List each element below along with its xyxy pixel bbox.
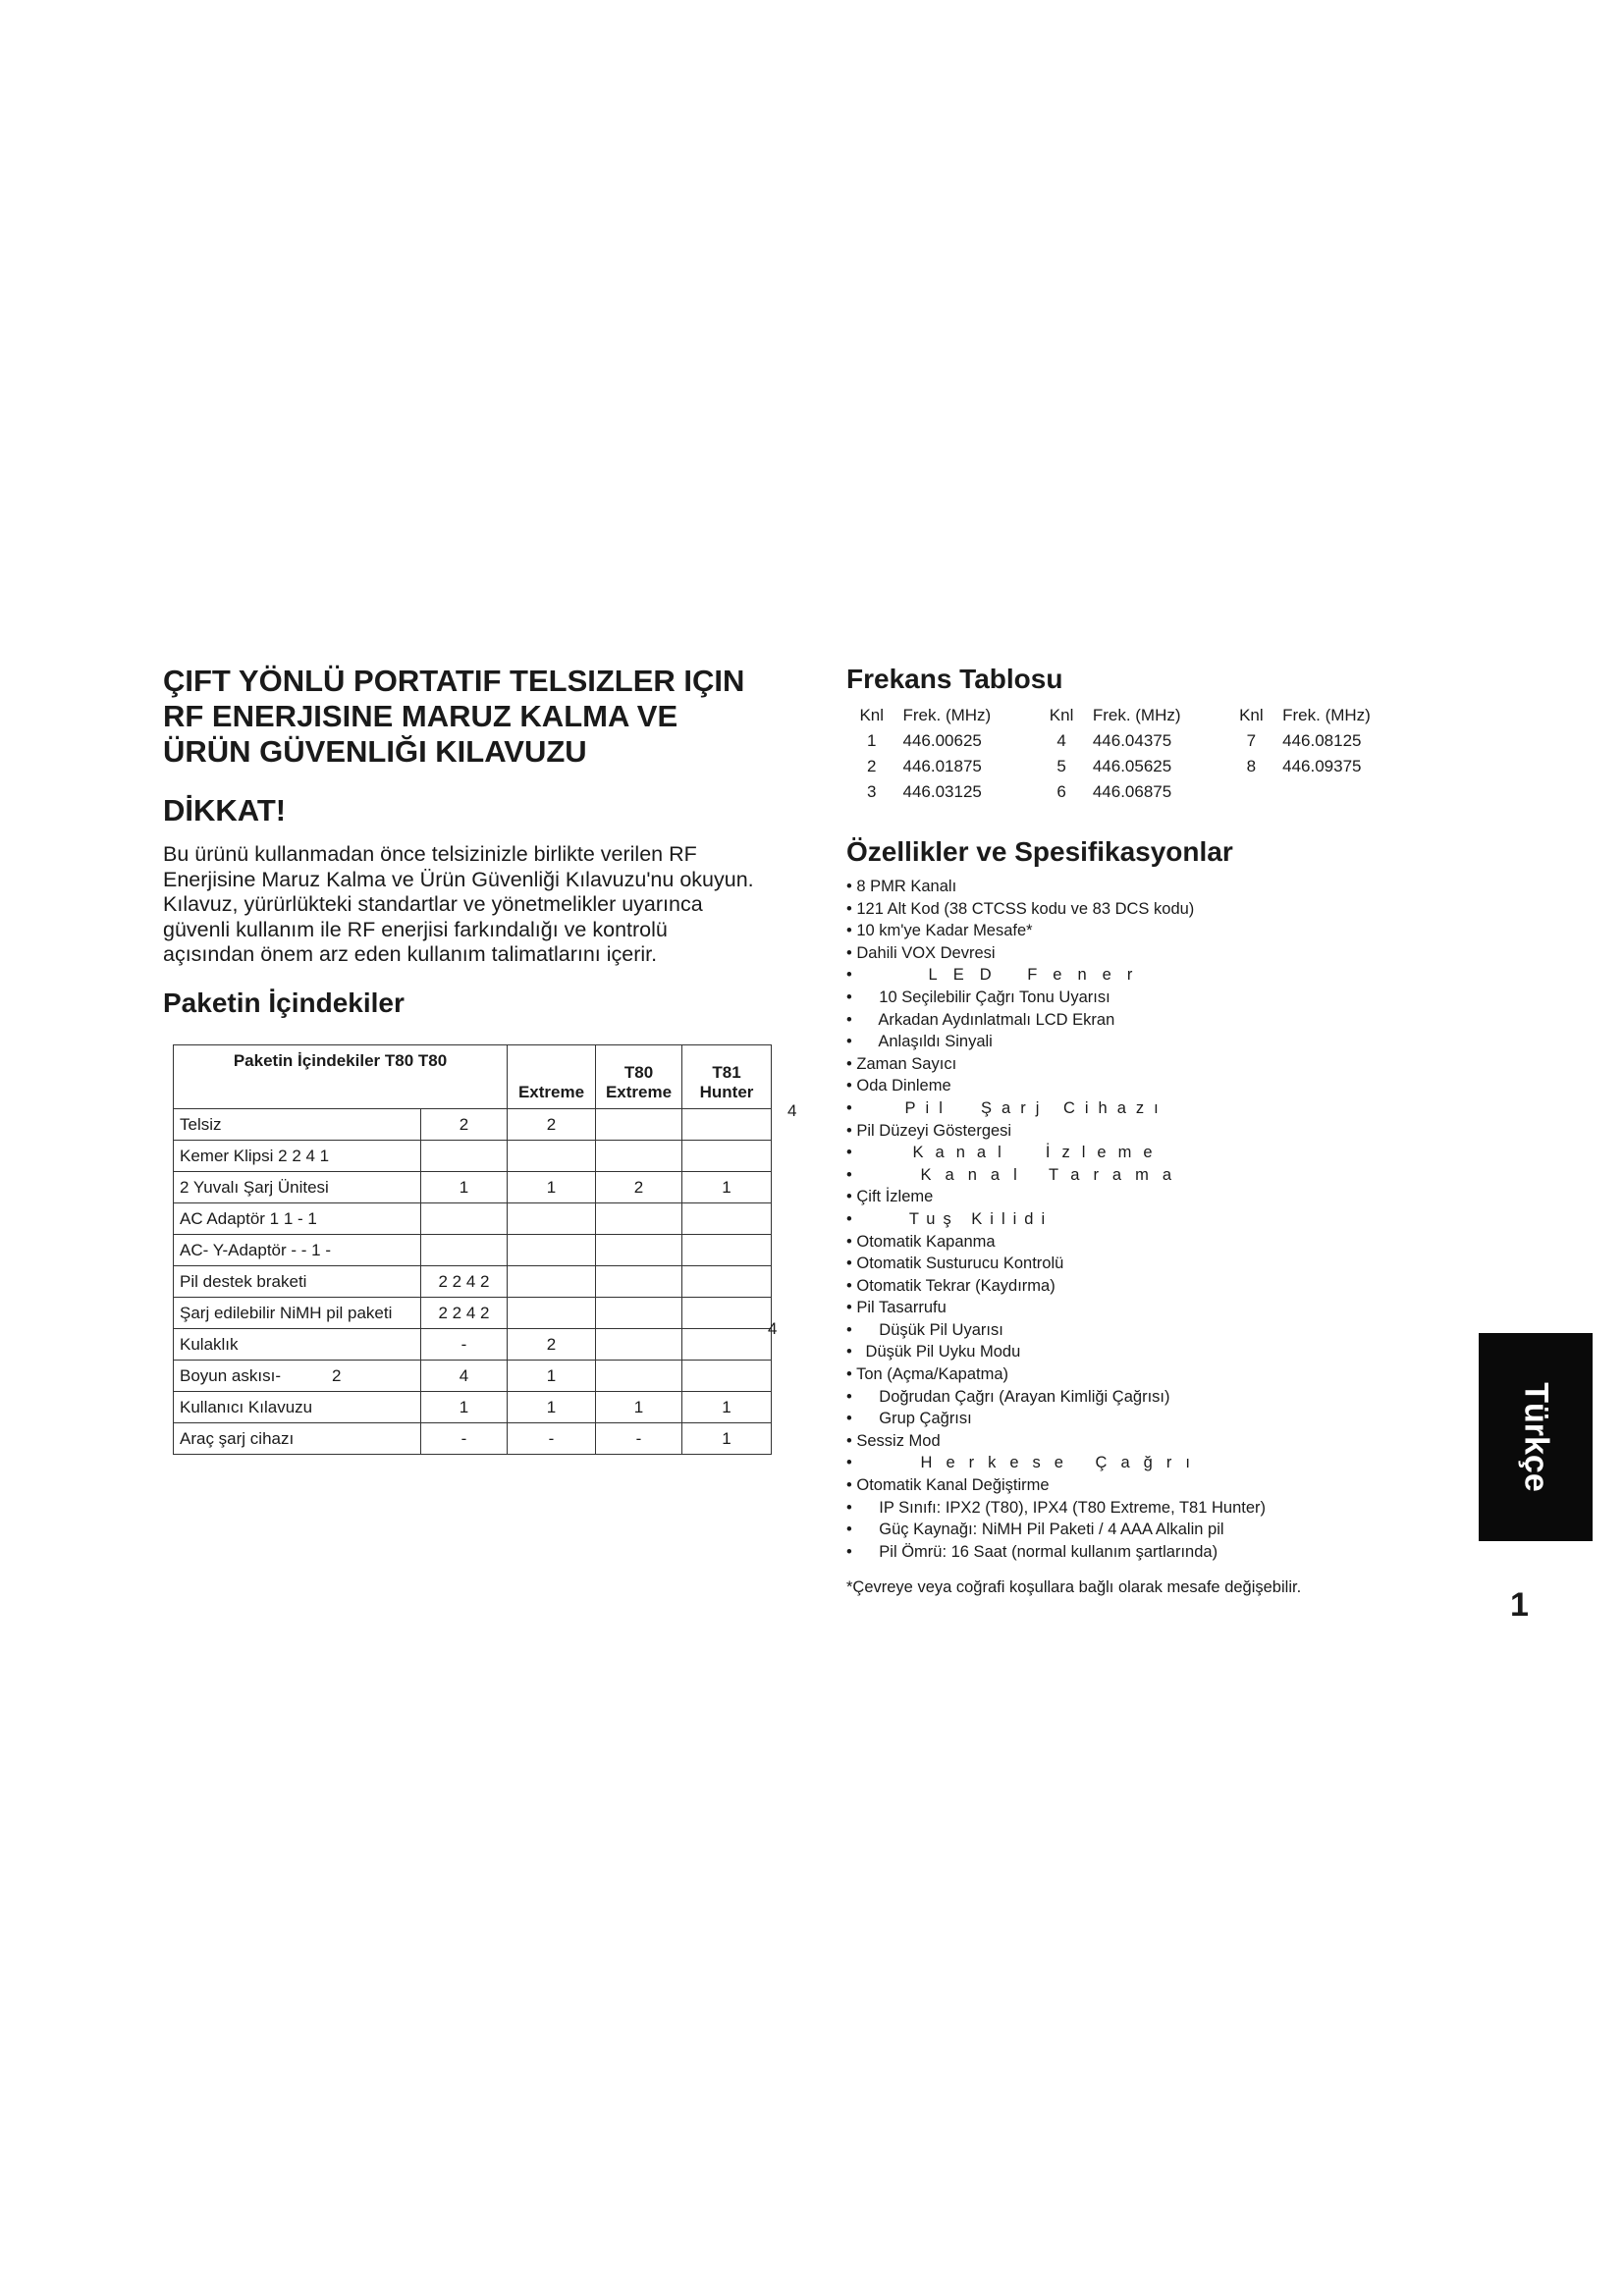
freq-header: Frek. (MHz)	[1092, 706, 1181, 724]
channel-cell: 5	[1056, 757, 1066, 775]
list-item: • Dahili VOX Devresi	[846, 943, 996, 962]
stray-mark: 4	[787, 1101, 797, 1120]
qty-cell	[682, 1266, 772, 1298]
stray-mark: 4	[768, 1319, 778, 1338]
qty-cell: -	[596, 1423, 682, 1455]
header-cell	[682, 1045, 772, 1109]
list-item: • Kanal Tarama	[846, 1165, 1186, 1184]
list-item: • Arkadan Aydınlatmalı LCD Ekran	[846, 1010, 1115, 1029]
channel-header: Knl	[859, 706, 885, 724]
warning-text	[163, 842, 791, 968]
list-item: • Otomatik Tekrar (Kaydırma)	[846, 1276, 1056, 1295]
list-item: • Herkese Çağrı	[846, 1454, 1204, 1472]
specs-list	[846, 876, 1396, 1563]
list-item: • Güç Kaynağı: NiMH Pil Paketi / 4 AAA Alkalin pil	[846, 1521, 1224, 1539]
list-item: • Pil Tasarrufu	[846, 1299, 947, 1317]
qty-cell: 1	[421, 1392, 508, 1423]
package-section-title: Paketin İçindekiler	[163, 988, 405, 1018]
table-row	[174, 1203, 772, 1235]
qty-cell	[508, 1203, 596, 1235]
page-title	[163, 664, 811, 770]
qty-cell: -	[421, 1329, 508, 1361]
qty-cell	[421, 1141, 508, 1172]
table-row	[852, 728, 1422, 754]
list-item: • Oda Dinleme	[846, 1077, 951, 1095]
list-item: • 10 Seçilebilir Çağrı Tonu Uyarısı	[846, 988, 1110, 1006]
item-name: Şarj edilebilir NiMH pil paketi	[174, 1298, 421, 1329]
table-row	[174, 1361, 772, 1392]
list-item: • 8 PMR Kanalı	[846, 878, 957, 895]
freq-cell: 446.04375	[1092, 731, 1172, 750]
warning-title: DİKKAT!	[163, 793, 287, 828]
qty-cell: 1	[508, 1172, 596, 1203]
list-item: • Zaman Sayıcı	[846, 1054, 957, 1073]
channel-cell: 4	[1056, 731, 1066, 750]
channel-cell: 7	[1246, 731, 1257, 750]
list-item: • Grup Çağrısı	[846, 1410, 972, 1428]
header-cell	[596, 1045, 682, 1109]
freq-cell: 446.01875	[902, 757, 982, 775]
title-line: ÜRÜN GÜVENLIĞI KILAVUZU	[163, 734, 587, 769]
qty-cell	[596, 1266, 682, 1298]
list-item: • Düşük Pil Uyarısı	[846, 1320, 1003, 1339]
qty-cell: 1	[508, 1392, 596, 1423]
specs-section-title: Özellikler ve Spesifikasyonlar	[846, 836, 1233, 867]
item-name: Kemer Klipsi 2 2 4 1	[174, 1141, 421, 1172]
list-item: • Çift İzleme	[846, 1188, 934, 1206]
frequency-section-title: Frekans Tablosu	[846, 664, 1063, 694]
freq-cell: 446.00625	[902, 731, 982, 750]
item-name: Kulaklık	[174, 1329, 421, 1361]
freq-cell	[1271, 779, 1422, 805]
item-name: Kullanıcı Kılavuzu	[174, 1392, 421, 1423]
qty-cell: 2 2 4 2	[421, 1266, 508, 1298]
item-name: Pil destek braketi	[174, 1266, 421, 1298]
frequency-table	[852, 703, 1422, 805]
qty-cell	[596, 1235, 682, 1266]
channel-cell: 6	[1056, 782, 1066, 801]
qty-cell	[508, 1141, 596, 1172]
qty-cell	[682, 1329, 772, 1361]
list-item: • Sessiz Mod	[846, 1431, 941, 1450]
header-line: Hunter	[699, 1083, 754, 1101]
table-row	[174, 1392, 772, 1423]
qty-cell: 1	[682, 1423, 772, 1455]
freq-header: Frek. (MHz)	[1282, 706, 1371, 724]
footnote: *Çevreye veya coğrafi koşullara bağlı olarak mesafe değişebilir.	[846, 1578, 1302, 1596]
freq-cell: 446.05625	[1092, 757, 1172, 775]
list-item: • Doğrudan Çağrı (Arayan Kimliği Çağrısı)	[846, 1387, 1170, 1406]
table-row	[174, 1141, 772, 1172]
table-row	[852, 754, 1422, 779]
table-row	[174, 1266, 772, 1298]
header-cell: Extreme	[508, 1045, 596, 1109]
list-item: • Kanal İzleme	[846, 1144, 1164, 1162]
channel-cell: 1	[867, 731, 877, 750]
qty-cell	[508, 1266, 596, 1298]
qty-cell: 1	[508, 1361, 596, 1392]
table-row	[852, 779, 1422, 805]
item-name: AC- Y-Adaptör - - 1 -	[174, 1235, 421, 1266]
list-item: • 121 Alt Kod (38 CTCSS kodu ve 83 DCS kodu)	[846, 899, 1195, 918]
qty-cell: -	[421, 1423, 508, 1455]
qty-cell	[596, 1298, 682, 1329]
item-name: AC Adaptör 1 1 - 1	[174, 1203, 421, 1235]
channel-header: Knl	[1049, 706, 1074, 724]
qty-cell	[596, 1361, 682, 1392]
qty-cell: 2	[508, 1109, 596, 1141]
freq-cell: 446.09375	[1282, 757, 1362, 775]
qty-cell: 1	[596, 1392, 682, 1423]
qty-cell	[508, 1235, 596, 1266]
qty-cell	[508, 1298, 596, 1329]
channel-cell	[1232, 779, 1272, 805]
language-tab	[1479, 1333, 1593, 1541]
header-line: T80	[623, 1063, 654, 1082]
freq-cell: 446.03125	[902, 782, 982, 801]
header-line: T81	[712, 1063, 741, 1082]
qty-cell	[596, 1109, 682, 1141]
qty-cell	[421, 1203, 508, 1235]
table-row	[174, 1235, 772, 1266]
channel-cell: 3	[867, 782, 877, 801]
qty-cell	[596, 1329, 682, 1361]
warning-line: açısından önem arz eden kullanım talimatlarını içerir.	[163, 942, 658, 966]
warning-line: Bu ürünü kullanmadan önce telsizinizle birlikte verilen RF	[163, 842, 697, 866]
qty-cell	[682, 1298, 772, 1329]
qty-cell	[682, 1203, 772, 1235]
qty-cell: 2 2 4 2	[421, 1298, 508, 1329]
list-item: • 10 km'ye Kadar Mesafe*	[846, 922, 1033, 940]
qty-cell	[682, 1235, 772, 1266]
package-contents-table	[173, 1044, 772, 1455]
freq-cell: 446.06875	[1092, 782, 1172, 801]
qty-cell: 2	[421, 1109, 508, 1141]
warning-line: güvenli kullanım ile RF enerjisi farkındalığı ve kontrolü	[163, 917, 668, 941]
freq-header: Frek. (MHz)	[902, 706, 992, 724]
qty-cell: 1	[682, 1392, 772, 1423]
list-item: • Anlaşıldı Sinyali	[846, 1033, 993, 1051]
table-row	[174, 1172, 772, 1203]
list-item: • Tuş Kilidi	[846, 1209, 1054, 1228]
list-item: • LED Fener	[846, 966, 1149, 985]
qty-cell: -	[508, 1423, 596, 1455]
list-item: • IP Sınıfı: IPX2 (T80), IPX4 (T80 Extreme, T81 Hunter)	[846, 1498, 1266, 1517]
list-item: • Otomatik Kapanma	[846, 1232, 996, 1251]
table-row	[174, 1423, 772, 1455]
item-name: Araç şarj cihazı	[174, 1423, 421, 1455]
header-line: Extreme	[605, 1083, 673, 1101]
list-item: • Düşük Pil Uyku Modu	[846, 1343, 1021, 1362]
qty-cell: 2	[596, 1172, 682, 1203]
title-line: RF ENERJISINE MARUZ KALMA VE	[163, 699, 678, 733]
table-header-row	[852, 703, 1422, 728]
item-name: Boyun askısı- 2	[174, 1361, 421, 1392]
list-item: • Otomatik Kanal Değiştirme	[846, 1476, 1050, 1495]
qty-cell: 1	[682, 1172, 772, 1203]
list-item: • Pil Şarj Cihazı	[846, 1098, 1168, 1117]
table-row	[174, 1329, 772, 1361]
list-item: • Pil Ömrü: 16 Saat (normal kullanım şartlarında)	[846, 1542, 1218, 1561]
freq-cell: 446.08125	[1282, 731, 1362, 750]
channel-header: Knl	[1239, 706, 1264, 724]
page-number: 1	[1510, 1586, 1529, 1624]
qty-cell	[682, 1141, 772, 1172]
qty-cell	[421, 1235, 508, 1266]
qty-cell	[682, 1361, 772, 1392]
qty-cell	[596, 1141, 682, 1172]
table-header-row	[174, 1045, 772, 1109]
qty-cell: 4	[421, 1361, 508, 1392]
qty-cell	[682, 1109, 772, 1141]
table-row	[174, 1109, 772, 1141]
list-item: • Pil Düzeyi Göstergesi	[846, 1121, 1012, 1140]
language-label: Türkçe	[1517, 1382, 1555, 1492]
warning-line: Enerjisine Maruz Kalma ve Ürün Güvenliği Kılavuzu'nu okuyun.	[163, 867, 754, 891]
item-name: Telsiz	[174, 1109, 421, 1141]
qty-cell	[596, 1203, 682, 1235]
qty-cell: 1	[421, 1172, 508, 1203]
channel-cell: 2	[867, 757, 877, 775]
table-row	[174, 1298, 772, 1329]
item-name: 2 Yuvalı Şarj Ünitesi	[174, 1172, 421, 1203]
channel-cell: 8	[1246, 757, 1257, 775]
list-item: • Otomatik Susturucu Kontrolü	[846, 1255, 1064, 1273]
warning-line: Kılavuz, yürürlükteki standartlar ve yönetmelikler uyarınca	[163, 892, 703, 916]
qty-cell: 2	[508, 1329, 596, 1361]
header-cell: Paketin İçindekiler T80 T80	[174, 1045, 508, 1109]
list-item: • Ton (Açma/Kapatma)	[846, 1365, 1009, 1384]
title-line: ÇIFT YÖNLÜ PORTATIF TELSIZLER IÇIN	[163, 664, 745, 698]
